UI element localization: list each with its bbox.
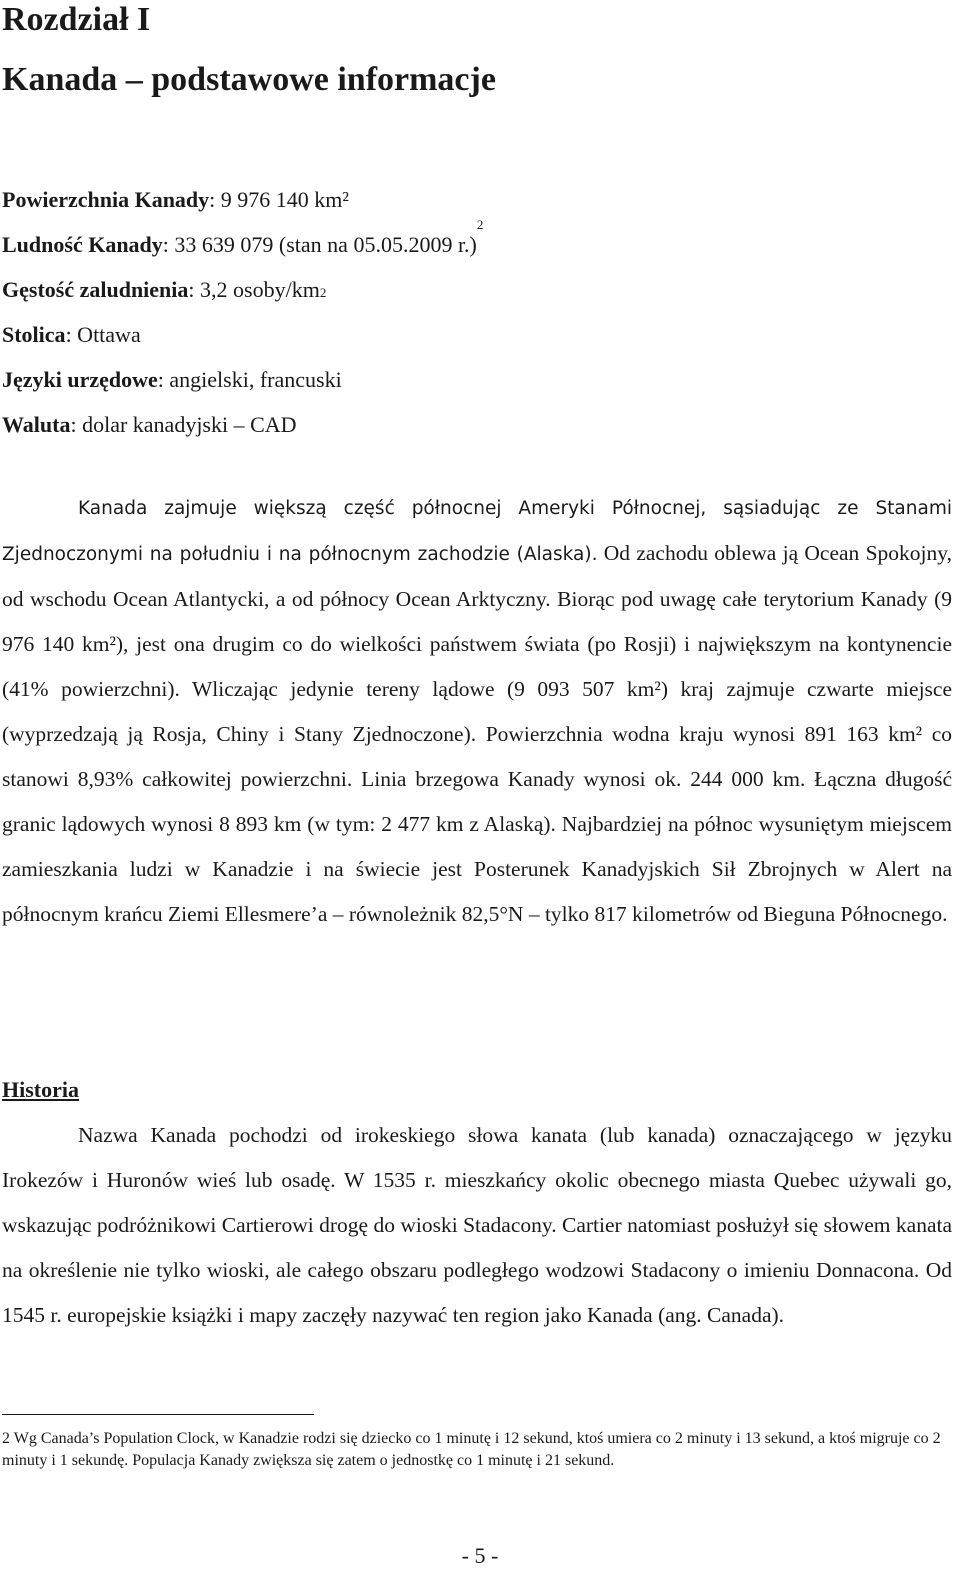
fact-capital: [2, 312, 952, 357]
footnote: 2 Wg Canada’s Population Clock, w Kanadzie rodzi się dziecko co 1 minutę i 12 sekund, ktoś umiera co 2 minuty i 13 sekund, a ktoś migruje co 2 minuty i 1 sekundę. Populacja Kanady zwiększa się zatem o jednostkę co 1 minutę i 21 sekund.: [2, 1430, 941, 1469]
fact-density-unit: 2: [319, 285, 327, 300]
geography-paragraph: [2, 485, 952, 937]
fact-area: [2, 177, 952, 222]
chapter-title: Kanada – podstawowe informacje: [2, 61, 496, 98]
facts-list: [2, 177, 952, 447]
history-paragraph: Nazwa Kanada pochodzi od irokeskiego słowa kanata (lub kanada) oznaczającego w języku Irokezów i Huronów wieś lub osadę. W 1535 r. mieszkańcy okolic obecnego miasta Quebec używali go, wskazując podróżnikowi Cartierowi drogę do wioski Stadacony. Cartier natomiast posłużył się słowem kanata na określenie nie tylko wioski, ale całego obszaru podległego wodzowi Stadacony o imieniu Donnacona. Od 1545 r. europejskie książki i mapy zaczęły nazywać ten region jako Kanada (ang. Canada).: [2, 1123, 952, 1327]
fact-languages-label: Języki urzędowe: [2, 367, 158, 392]
fact-languages-value: : angielski, francuski: [157, 367, 342, 392]
page-number: - 5 -: [461, 1543, 499, 1568]
footnote-reference[interactable]: 2: [476, 217, 484, 232]
fact-population: [2, 217, 952, 267]
fact-density-value: : 3,2 osoby/km: [188, 277, 320, 302]
fact-population-value: : 33 639 079 (stan na 05.05.2009 r.): [162, 232, 477, 257]
fact-population-label: Ludność Kanady: [2, 232, 163, 257]
fact-area-label: Powierzchnia Kanady: [2, 187, 210, 212]
fact-capital-label: Stolica: [2, 322, 66, 347]
fact-currency-value: : dolar kanadyjski – CAD: [70, 412, 297, 437]
fact-area-value: : 9 976 140 km²: [209, 187, 349, 212]
fact-currency: [2, 402, 952, 447]
footnote-separator: [2, 1414, 314, 1415]
geography-intro: Kanada zajmuje większą część północnej Ameryki Północnej, sąsiadując ze Stanami Zjednoczonymi na południu i na północnym zachodzie (Alaska).: [2, 498, 952, 565]
history-heading: Historia: [2, 1077, 79, 1102]
fact-currency-label: Waluta: [2, 412, 71, 437]
fact-capital-value: : Ottawa: [65, 322, 141, 347]
fact-languages: [2, 357, 952, 402]
fact-density: [2, 267, 952, 312]
chapter-label: Rozdział I: [2, 1, 151, 38]
fact-density-label: Gęstość zaludnienia: [2, 277, 189, 302]
geography-rest: Od zachodu oblewa ją Ocean Spokojny, od wschodu Ocean Atlantycki, a od północy Ocean Arktyczny. Biorąc pod uwagę całe terytorium Kanady (9 976 140 km²), jest ona drugim co do wielkości państwem świata (po Rosji) i największym na kontynencie (41% powierzchni). Wliczając jedynie tereny lądowe (9 093 507 km²) kraj zajmuje czwarte miejsce (wyprzedzają ją Rosja, Chiny i Stany Zjednoczone). Powierzchnia wodna kraju wynosi 891 163 km² co stanowi 8,93% całkowitej powierzchni. Linia brzegowa Kanady wynosi ok. 244 000 km. Łączna długość granic lądowych wynosi 8 893 km (w tym: 2 477 km z Alaską). Najbardziej na północ wysuniętym miejscem zamieszkania ludzi w Kanadzie i na świecie jest Posterunek Kanadyjskich Sił Zbrojnych w Alert na północnym krańcu Ziemi Ellesmere’a – równoleżnik 82,5°N – tylko 817 kilometrów od Bieguna Północnego.: [2, 541, 952, 926]
